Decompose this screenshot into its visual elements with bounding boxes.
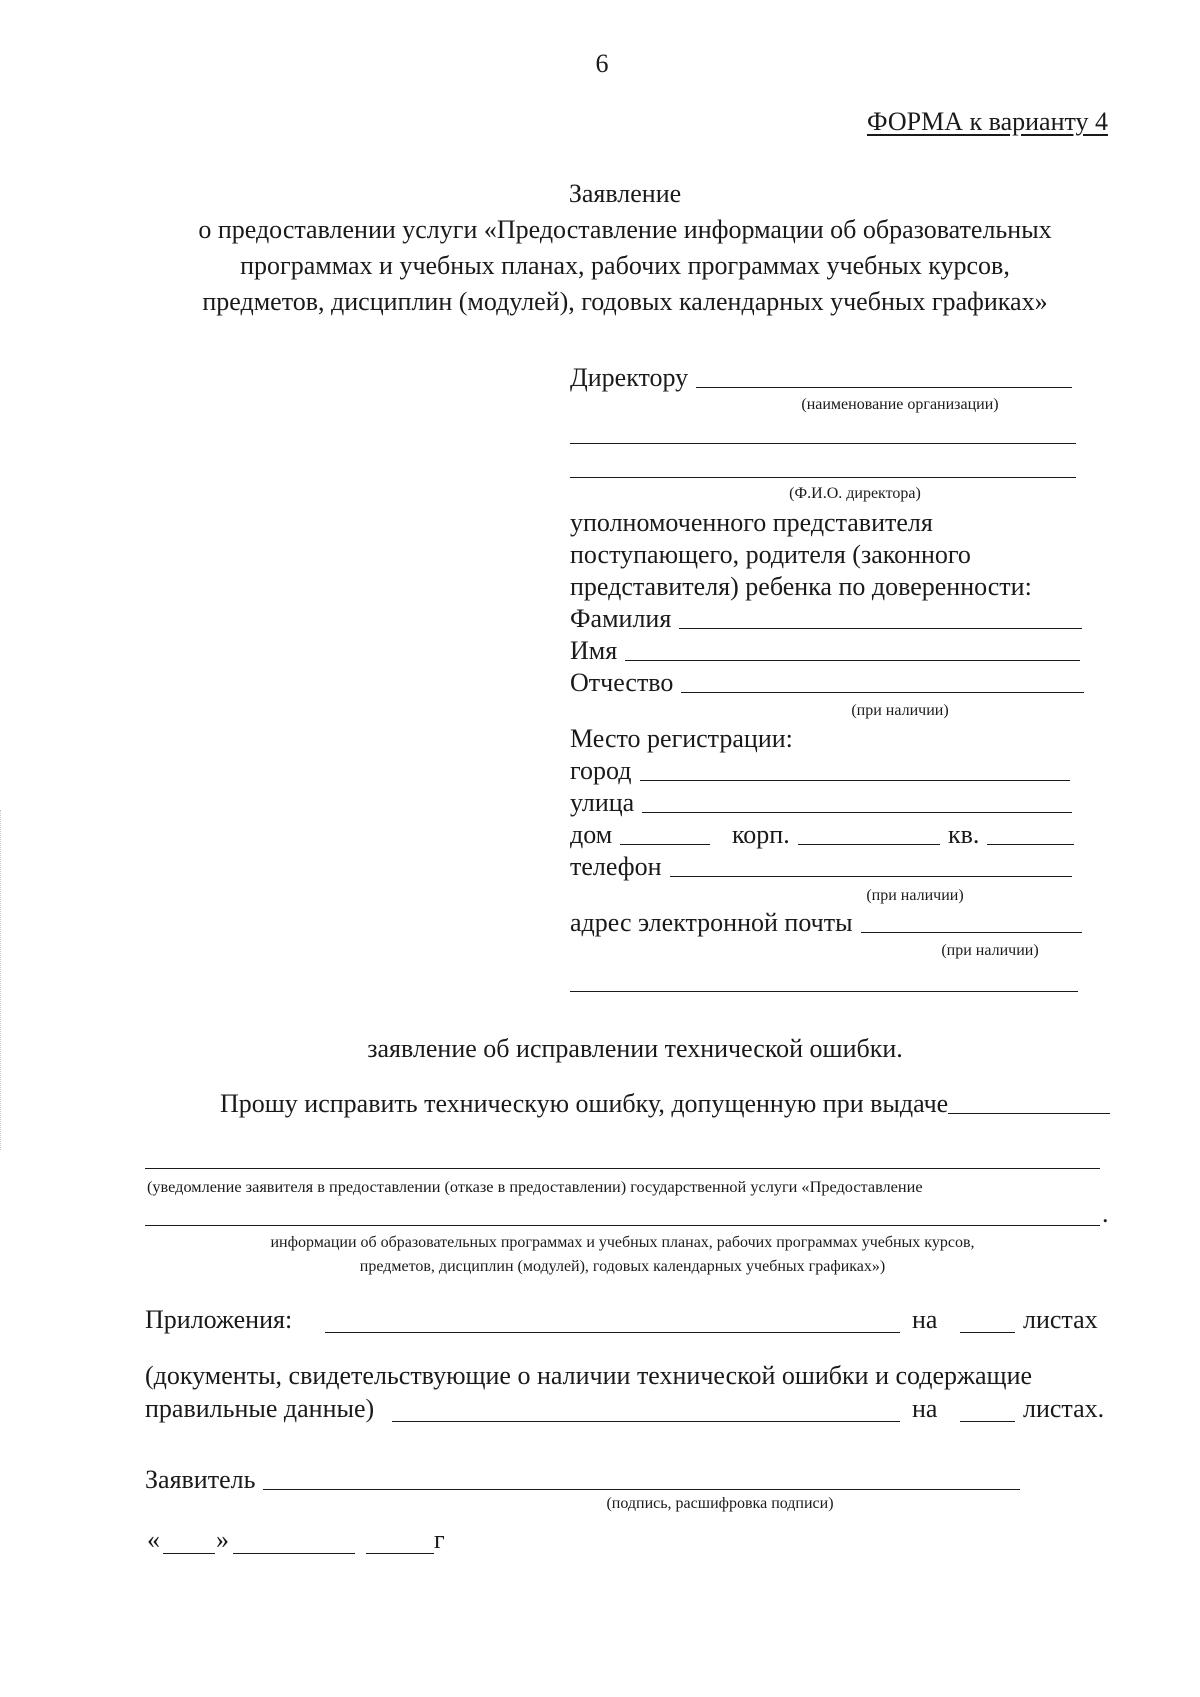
street-input-line[interactable] (642, 812, 1072, 813)
block-label: корп. (732, 820, 790, 849)
email-label: адрес электронной почты (570, 908, 853, 937)
attachments-on-label: на (912, 1305, 938, 1334)
fio-input-line[interactable] (570, 477, 1076, 478)
docs-input-line[interactable] (392, 1421, 900, 1422)
docs-on-label: на (912, 1394, 938, 1423)
title-line-2: программах и учебных планах, рабочих программах учебных курсов, (240, 251, 1010, 280)
docs-sheets-label: листах. (1023, 1394, 1105, 1423)
issued-doc-hint-1: (уведомление заявителя в предоставлении (отказе в предоставлении) государственной услуги «Предоставление (147, 1177, 923, 1196)
surname-label: Фамилия (570, 604, 672, 633)
email-input-line[interactable] (861, 932, 1082, 933)
org-input-line[interactable] (570, 443, 1076, 444)
block-input-line[interactable] (798, 844, 940, 845)
date-month-line[interactable] (233, 1553, 355, 1554)
phone-label: телефон (570, 852, 662, 881)
title-line-3: предметов, дисциплин (модулей), годовых календарных учебных графиках» (202, 287, 1048, 316)
street-field (570, 787, 1072, 819)
attachments-sheets-label: листах (1023, 1305, 1098, 1334)
name-field (570, 635, 1080, 667)
scan-edge-mark (0, 810, 2, 1150)
email-extra-line[interactable] (570, 991, 1078, 992)
issued-doc-line-1[interactable] (145, 1168, 1100, 1169)
apt-input-line[interactable] (987, 844, 1074, 845)
phone-field (570, 851, 1072, 883)
house-input-line[interactable] (620, 844, 710, 845)
name-input-line[interactable] (625, 660, 1080, 661)
date-close-quote: » (216, 1525, 229, 1554)
patronymic-hint: (при наличии) (851, 702, 949, 719)
patronymic-input-line[interactable] (681, 692, 1084, 693)
attachments-label: Приложения: (145, 1305, 293, 1334)
patronymic-field (570, 667, 1084, 699)
document-title: Заявление (568, 179, 682, 208)
docs-line-2: правильные данные) (145, 1394, 375, 1423)
applicant-field (145, 1464, 1020, 1496)
attachments-sheets-input-line[interactable] (960, 1332, 1015, 1333)
surname-field (570, 603, 1082, 635)
email-field (570, 907, 1082, 939)
period-mark: . (1102, 1199, 1109, 1228)
docs-sheets-input-line[interactable] (960, 1421, 1015, 1422)
block-field (732, 819, 940, 851)
request-field (220, 1088, 1110, 1120)
form-label: ФОРМА к варианту 4 (867, 107, 1108, 136)
rep-line-1: уполномоченного представителя (570, 508, 933, 537)
rep-line-3: представителя) ребенка по доверенности: (570, 572, 1032, 601)
date-open-quote: « (147, 1525, 160, 1554)
director-input-line[interactable] (696, 387, 1072, 388)
phone-hint: (при наличии) (866, 887, 964, 904)
issued-doc-hint-3: предметов, дисциплин (модулей), годовых календарных учебных графиках») (359, 1258, 886, 1275)
surname-input-line[interactable] (679, 628, 1082, 629)
name-label: Имя (570, 636, 618, 665)
director-label: Директору (570, 363, 689, 392)
date-year-line[interactable] (366, 1553, 434, 1554)
request-input-line[interactable] (948, 1113, 1110, 1114)
phone-input-line[interactable] (670, 876, 1073, 877)
issued-doc-hint-2: информации об образовательных программах и учебных планах, рабочих программах учебных курсов, (270, 1234, 975, 1251)
page-number: 6 (595, 49, 609, 78)
apt-label: кв. (948, 820, 980, 849)
applicant-signature-line[interactable] (263, 1489, 1020, 1490)
org-hint: (наименование организации) (801, 396, 999, 413)
issued-doc-line-2[interactable] (145, 1225, 1100, 1226)
city-input-line[interactable] (640, 780, 1071, 781)
request-text: Прошу исправить техническую ошибку, допущенную при выдаче (220, 1089, 949, 1118)
signature-hint: (подпись, расшифровка подписи) (606, 1495, 834, 1512)
title-line-1: о предоставлении услуги «Предоставление информации об образовательных (198, 215, 1052, 244)
attachments-input-line[interactable] (325, 1332, 900, 1333)
email-hint: (при наличии) (941, 942, 1039, 959)
apt-field (948, 819, 1074, 851)
house-label: дом (570, 820, 613, 849)
city-field (570, 755, 1070, 787)
statement-title: заявление об исправлении технической ошибки. (367, 1034, 903, 1063)
director-field (570, 362, 1072, 394)
date-day-line[interactable] (163, 1553, 215, 1554)
city-label: город (570, 756, 632, 785)
applicant-label: Заявитель (145, 1465, 256, 1494)
registration-label: Место регистрации: (570, 724, 793, 753)
rep-line-2: поступающего, родителя (законного (570, 540, 971, 569)
house-field (570, 819, 710, 851)
fio-hint: (Ф.И.О. директора) (789, 485, 921, 502)
year-suffix: г (434, 1525, 445, 1554)
docs-line-1: (документы, свидетельствующие о наличии технической ошибки и содержащие (145, 1361, 1033, 1390)
street-label: улица (570, 788, 635, 817)
patronymic-label: Отчество (570, 668, 674, 697)
